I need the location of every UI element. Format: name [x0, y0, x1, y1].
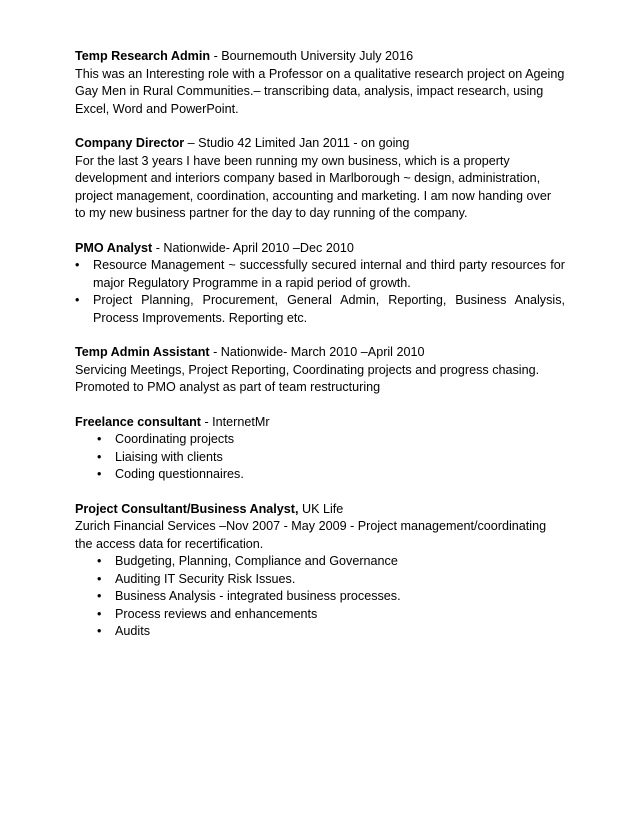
list-item: [97, 466, 565, 484]
list-item-text: Coordinating projects: [115, 432, 235, 446]
job-company-director: [75, 135, 565, 223]
list-item-text: Coding questionnaires.: [115, 467, 244, 481]
list-item: [75, 292, 565, 327]
job-description-line: Servicing Meetings, Project Reporting, Coordinating projects and progress chasing.: [75, 362, 540, 377]
job-detail: - Bournemouth University July 2016: [210, 49, 414, 63]
job-detail: - Nationwide- April 2010 –Dec 2010: [152, 240, 354, 255]
bullet-icon: •: [97, 467, 102, 481]
job-title: Temp Research Admin: [75, 49, 211, 63]
list-item: [97, 623, 565, 641]
list-item: [97, 449, 565, 467]
list-item: [97, 431, 565, 449]
job-heading: [75, 344, 565, 362]
list-item-text: Resource Management ~ successfully secured internal and third party resources for major Regulatory Programme in a rapid period of growth.: [93, 258, 565, 290]
cv-work-history: [75, 48, 565, 658]
bullet-icon: •: [97, 449, 102, 464]
job-heading: [75, 48, 565, 66]
job-heading: [75, 414, 565, 432]
list-item: [97, 571, 565, 589]
bullet-icon: •: [75, 293, 80, 307]
list-item: [75, 257, 565, 292]
list-item-text: Audits: [115, 624, 151, 638]
list-item-text: Budgeting, Planning, Compliance and Governance: [115, 554, 398, 568]
list-item-text: Business Analysis - integrated business processes.: [115, 589, 401, 603]
list-item-text: Project Planning, Procurement, General Admin, Reporting, Business Analysis, Process Improvements. Reporting etc.: [93, 293, 565, 325]
job-heading: [75, 240, 565, 258]
job-title: Temp Admin Assistant: [75, 345, 210, 359]
list-item-text: Process reviews and enhancements: [115, 606, 318, 621]
job-bullet-list: [75, 431, 565, 484]
job-detail: - InternetMr: [200, 414, 270, 429]
job-heading: [75, 501, 565, 519]
bullet-icon: •: [97, 571, 102, 586]
job-pmo-analyst: [75, 240, 565, 328]
job-temp-research-admin: [75, 48, 565, 118]
list-item: [97, 606, 565, 624]
job-title: Company Director: [75, 136, 185, 150]
list-item: [97, 588, 565, 606]
job-title: Freelance consultant: [75, 414, 201, 429]
job-bullet-list: [75, 257, 565, 327]
list-item: [97, 553, 565, 571]
job-detail: UK Life: [298, 501, 344, 516]
job-title: Project Consultant/Business Analyst,: [75, 501, 299, 516]
job-description: This was an Interesting role with a Professor on a qualitative research project on Ageing Gay Men in Rural Communities.– transcribing data, analysis, impact research, using Excel, Word and PowerPoint.: [75, 66, 565, 116]
job-temp-admin-assistant: [75, 344, 565, 397]
job-description: For the last 3 years I have been running my own business, which is a property development and interiors company based in Marlborough ~ design, administration, project management, coordination, accounting and marketing. I am now handing over to my new business partner for the day to day running of the company.: [75, 153, 552, 220]
list-item-text: Liaising with clients: [115, 449, 223, 464]
job-heading: [75, 135, 565, 153]
bullet-icon: •: [97, 624, 102, 638]
bullet-icon: •: [97, 432, 102, 446]
bullet-icon: •: [75, 258, 80, 272]
job-freelance-consultant: [75, 414, 565, 484]
job-bullet-list: [75, 553, 565, 641]
bullet-icon: •: [97, 554, 102, 568]
list-item-text: Auditing IT Security Risk Issues.: [115, 571, 296, 586]
job-description: Zurich Financial Services –Nov 2007 - May 2009 - Project management/coordinating the access data for recertification.: [75, 519, 547, 551]
job-detail: - Nationwide- March 2010 –April 2010: [209, 345, 425, 359]
bullet-icon: •: [97, 606, 102, 621]
job-project-consultant: [75, 501, 565, 641]
bullet-icon: •: [97, 589, 102, 603]
job-detail: – Studio 42 Limited Jan 2011 - on going: [184, 136, 410, 150]
job-description-line: Promoted to PMO analyst as part of team restructuring: [75, 380, 381, 394]
job-title: PMO Analyst: [75, 240, 153, 255]
